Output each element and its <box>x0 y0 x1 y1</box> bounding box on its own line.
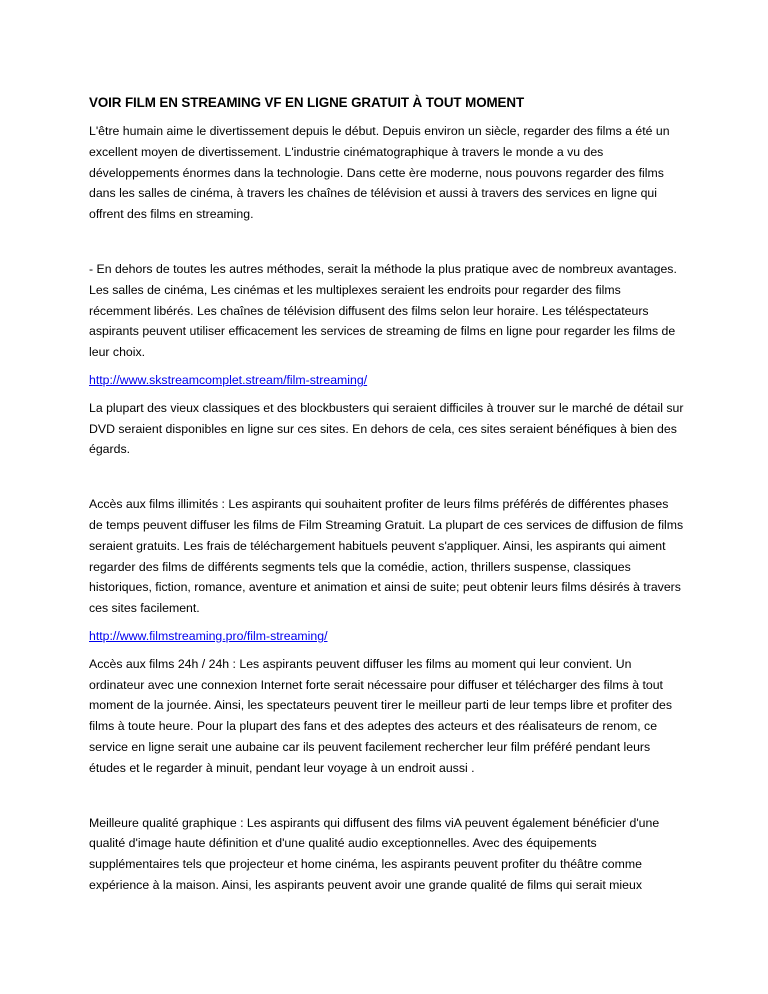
document-title: VOIR FILM EN STREAMING VF EN LIGNE GRATUIT À TOUT MOMENT <box>89 95 525 110</box>
paragraph-methods: - En dehors de toutes les autres méthodes, serait la méthode la plus pratique avec de nombreux avantages. Les salles de cinéma, Les cinémas et les multiplexes seraient les endroits pour regarder des films récemment libérés. Les chaînes de télévision diffusent des films selon leur horaire. Les téléspectateurs aspirants peuvent utiliser efficacement les services de streaming de films en ligne pour regarder les films de leur choix. <box>89 261 677 360</box>
link-filmstreaming[interactable]: http://www.filmstreaming.pro/film-streaming/ <box>89 628 328 643</box>
paragraph-intro: L'être humain aime le divertissement depuis le début. Depuis environ un siècle, regarder des films a été un excellent moyen de divertissement. L'industrie cinématographique à travers le monde a vu des développements énormes dans la technologie. Dans cette ère moderne, nous pouvons regarder des films dans les salles de cinéma, à travers les chaînes de télévision et aussi à travers des services en ligne qui offrent des films en streaming. <box>89 124 670 222</box>
paragraph-classics: La plupart des vieux classiques et des blockbusters qui seraient difficiles à trouver sur le marché de détail sur DVD seraient disponibles en ligne sur ces sites. En dehors de cela, ces sites seraient bénéfiques à bien des égards. <box>89 400 684 457</box>
link-skstreamcomplet[interactable]: http://www.skstreamcomplet.stream/film-streaming/ <box>89 372 368 387</box>
paragraph-unlimited-access: Accès aux films illimités : Les aspirants qui souhaitent profiter de leurs films préférés de différentes phases de temps peuvent diffuser les films de Film Streaming Gratuit. La plupart de ces services de diffusion de films seraient gratuits. Les frais de téléchargement habituels peuvent s'appliquer. Ainsi, les aspirants qui aiment regarder des films de différents segments tels que la comédie, action, thrillers suspense, classiques historiques, fiction, romance, aventure et animation et ainsi de suite; peut obtenir leurs films désirés à travers ces sites facilement. <box>89 497 684 616</box>
paragraph-24h-access: Accès aux films 24h / 24h : Les aspirants peuvent diffuser les films au moment qui leur convient. Un ordinateur avec une connexion Internet forte serait nécessaire pour diffuser et télécharger des films à tout moment de la journée. Ainsi, les spectateurs peuvent tirer le meilleur parti de leur temps libre et profiter des films à toute heure. Pour la plupart des fans et des adeptes des acteurs et des réalisateurs de renom, ce service en ligne serait une aubaine car ils peuvent facilement rechercher leur film préféré pendant leurs études et le regarder à minuit, pendant leur voyage à un endroit aussi . <box>89 656 673 775</box>
document-body <box>89 93 685 903</box>
paragraph-graphic-quality: Meilleure qualité graphique : Les aspirants qui diffusent des films viA peuvent également bénéficier d'une qualité d'image haute définition et d'une qualité audio exceptionnelles. Avec des équipements supplémentaires tels que projecteur et home cinéma, les aspirants peuvent profiter du théâtre comme expérience à la maison. Ainsi, les aspirants peuvent avoir une grande qualité de films qui serait mieux <box>89 815 660 892</box>
